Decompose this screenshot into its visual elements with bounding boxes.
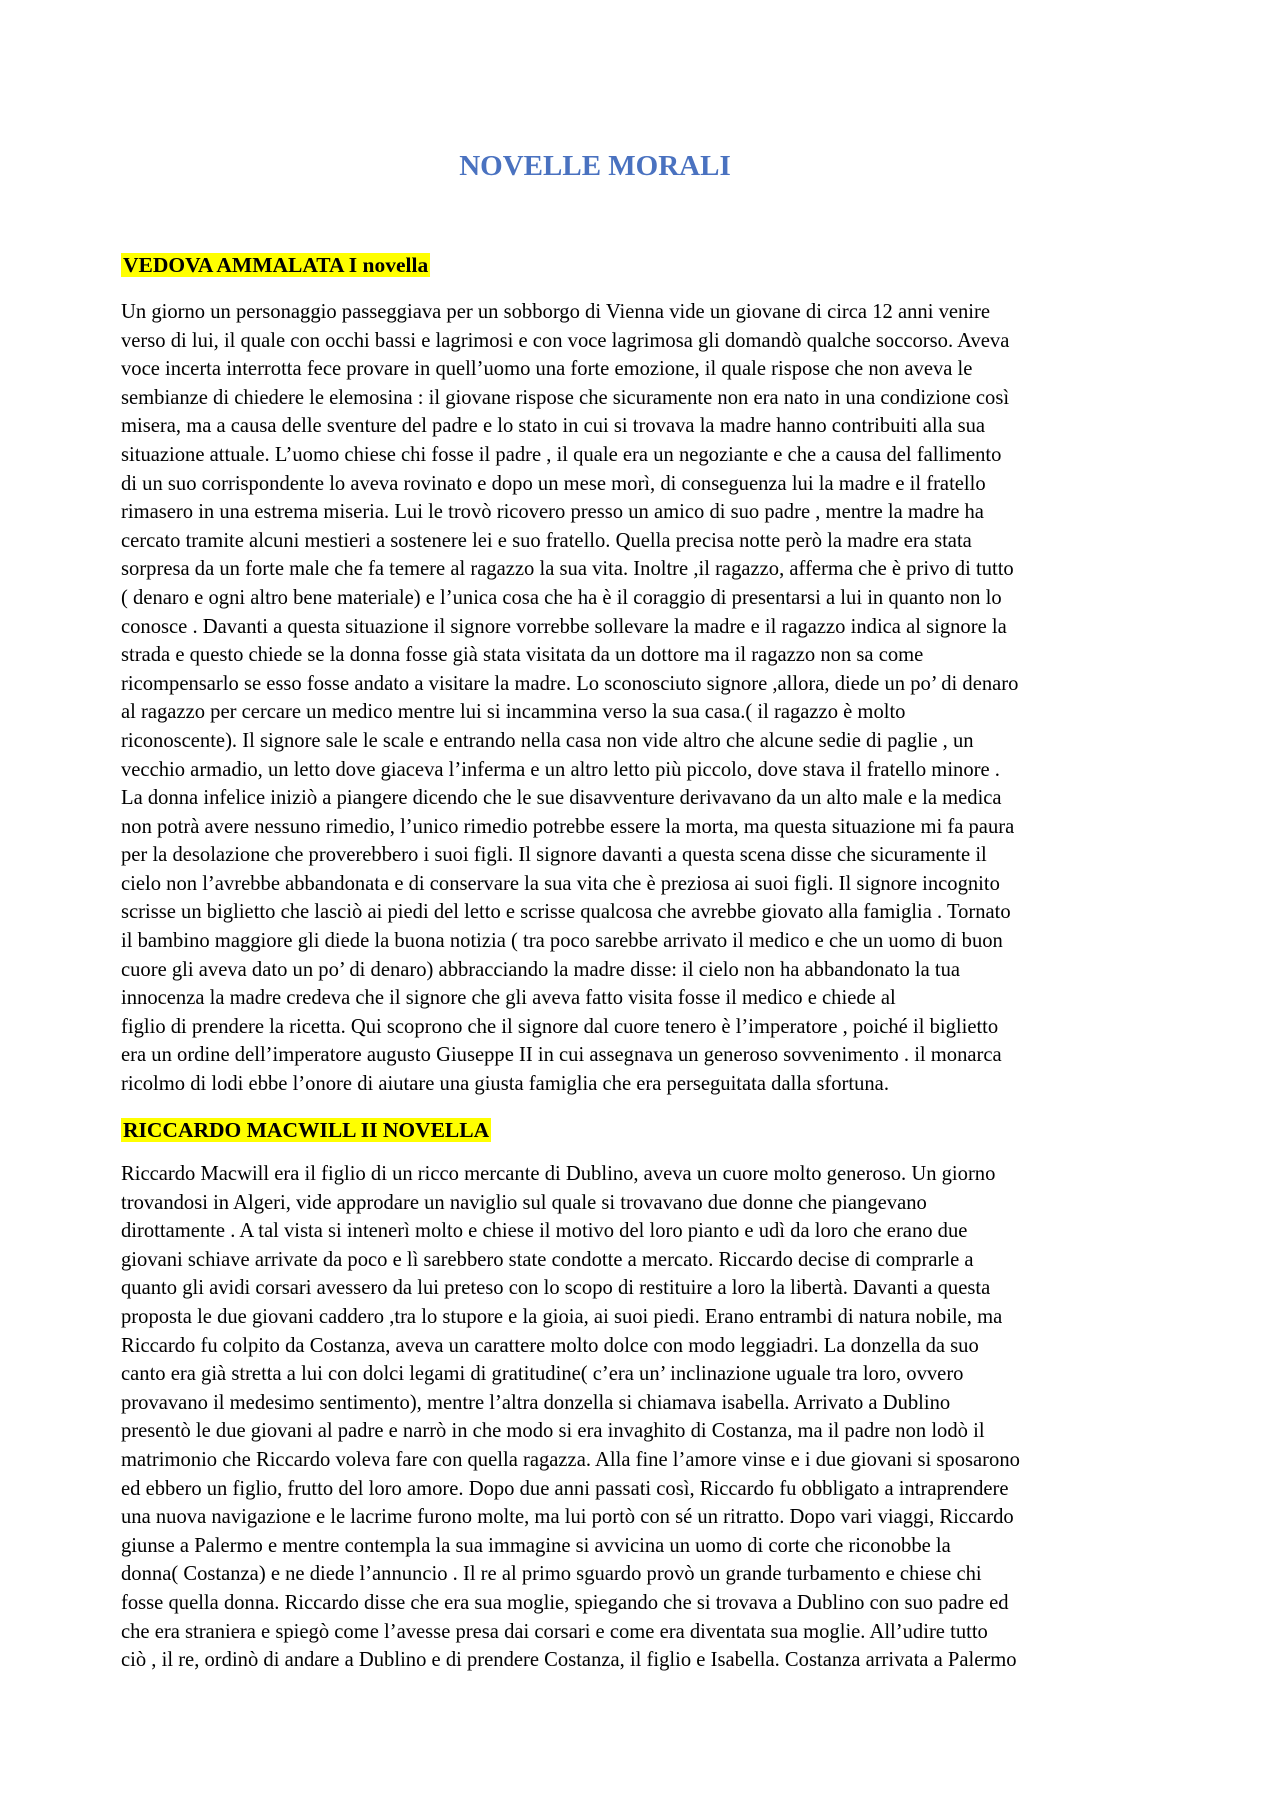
text-line: matrimonio che Riccardo voleva fare con quella ragazza. Alla fine l’amore vinse e i due giovani si sposarono xyxy=(121,1448,1020,1471)
section-heading-1 xyxy=(121,251,430,279)
text-line: giunse a Palermo e mentre contempla la sua immagine si avvicina un uomo di corte che riconobbe la xyxy=(121,1534,951,1557)
text-line: presentò le due giovani al padre e narrò in che modo si era invaghito di Costanza, ma il padre non lodò il xyxy=(121,1420,985,1443)
text-line: misera, ma a causa delle sventure del padre e lo stato in cui si trovava la madre hanno contribuiti alla sua xyxy=(121,415,986,438)
text-line: Riccardo Macwill era il figlio di un ricco mercante di Dublino, aveva un cuore molto generoso. Un giorno xyxy=(121,1163,996,1185)
text-line: il bambino maggiore gli diede la buona notizia ( tra poco sarebbe arrivato il medico e che un uomo di buon xyxy=(121,930,1003,953)
text-line: verso di lui, il quale con occhi bassi e lagrimosi e con voce lagrimosa gli domandò qualche soccorso. Aveva xyxy=(121,329,1010,352)
text-line: ( denaro e ogni altro bene materiale) e l’unica cosa che ha è il coraggio di presentarsi a lui in quanto non lo xyxy=(121,586,1002,609)
text-line: fosse quella donna. Riccardo disse che era sua moglie, spiegando che si trovava a Dublino con suo padre ed xyxy=(121,1591,1009,1614)
text-line: Riccardo fu colpito da Costanza, aveva un carattere molto dolce con modo leggiadri. La donzella da suo xyxy=(121,1334,979,1357)
text-line: una nuova navigazione e le lacrime furono molte, ma lui portò con sé un ritratto. Dopo vari viaggi, Riccardo xyxy=(121,1506,1014,1529)
document-title: NOVELLE MORALI xyxy=(459,150,731,182)
text-line: strada e questo chiede se la donna fosse già stata visitata da un dottore ma il ragazzo non sa come xyxy=(121,644,924,667)
text-line: provavano il medesimo sentimento), mentre l’altra donzella si chiamava isabella. Arrivato a Dublino xyxy=(121,1391,951,1414)
text-line: cuore gli aveva dato un po’ di denaro) abbracciando la madre disse: il cielo non ha abbandonato la tua xyxy=(121,958,961,981)
section-heading-2-highlight: RICCARDO MACWILL II NOVELLA xyxy=(123,1118,490,1142)
text-line: cercato tramite alcuni mestieri a sostenere lei e suo fratello. Quella precisa notte però la madre era stata xyxy=(121,529,972,552)
text-line: di un suo corrispondente lo aveva rovinato e dopo un mese morì, di conseguenza lui la madre e il fratello xyxy=(121,472,986,495)
text-line: ricompensarlo se esso fosse andato a visitare la madre. Lo sconosciuto signore ,allora, diede un po’ di denaro xyxy=(121,672,1019,695)
text-line: innocenza la madre credeva che il signore che gli aveva fatto visita fosse il medico e chiede al xyxy=(121,987,896,1010)
text-line: figlio di prendere la ricetta. Qui scoprono che il signore dal cuore tenero è l’imperatore , poiché il biglietto xyxy=(121,1015,999,1038)
text-line: non potrà avere nessuno rimedio, l’unico rimedio potrebbe essere la morta, ma questa situazione mi fa paura xyxy=(121,815,1015,838)
text-line: cielo non l’avrebbe abbandonata e di conservare la sua vita che è preziosa ai suoi figli. Il signore incognito xyxy=(121,872,1000,895)
text-line: sembianze di chiedere le elemosina : il giovane rispose che sicuramente non era nato in una condizione così xyxy=(121,386,1010,409)
text-line: riconoscente). Il signore sale le scale e entrando nella casa non vide altro che alcune sedie di paglie , un xyxy=(121,729,974,752)
text-line: per la desolazione che proverebbero i suoi figli. Il signore davanti a questa scena disse che sicuramente il xyxy=(121,844,987,867)
text-line: La donna infelice iniziò a piangere dicendo che le sue disavventure derivavano da un alto male e la medica xyxy=(121,787,1002,810)
text-line: quanto gli avidi corsari avessero da lui preteso con lo scopo di restituire a loro la libertà. Davanti a questa xyxy=(121,1277,991,1300)
text-line: che era straniera e spiegò come l’avesse presa dai corsari e come era diventata sua moglie. All’udire tutto xyxy=(121,1620,988,1643)
section-heading-2 xyxy=(121,1116,491,1144)
text-line: donna( Costanza) e ne diede l’annuncio . Il re al primo sguardo provò un grande turbamento e chiese chi xyxy=(121,1563,982,1586)
text-line: situazione attuale. L’uomo chiese chi fosse il padre , il quale era un negoziante e che a causa del fallimento xyxy=(121,443,1002,466)
text-line: giovani schiave arrivate da poco e lì sarebbero state condotte a mercato. Riccardo decise di comprarle a xyxy=(121,1248,974,1271)
text-line: scrisse un biglietto che lasciò ai piedi del letto e scrisse qualcosa che avrebbe giovato alla famiglia . Tornato xyxy=(121,901,1011,924)
text-line: ed ebbero un figlio, frutto del loro amore. Dopo due anni passati così, Riccardo fu obbligato a intraprendere xyxy=(121,1477,1009,1500)
text-line: rimasero in una estrema miseria. Lui le trovò ricovero presso un amico di suo padre , mentre la madre ha xyxy=(121,501,984,524)
text-line: voce incerta interrotta fece provare in quell’uomo una forte emozione, il quale rispose che non aveva le xyxy=(121,358,973,381)
novella-2-body xyxy=(121,1160,1161,1675)
text-line: Un giorno un personaggio passeggiava per un sobborgo di Vienna vide un giovane di circa 12 anni venire xyxy=(121,301,991,323)
novella-1-body xyxy=(121,298,1161,1099)
text-line: conosce . Davanti a questa situazione il signore vorrebbe sollevare la madre e il ragazzo indica al signore la xyxy=(121,615,1007,638)
text-line: era un ordine dell’imperatore augusto Giuseppe II in cui assegnava un generoso sovvenimento . il monarca xyxy=(121,1044,1002,1067)
text-line: trovandosi in Algeri, vide approdare un naviglio sul quale si trovavano due donne che piangevano xyxy=(121,1191,927,1214)
text-line: al ragazzo per cercare un medico mentre lui si incammina verso la sua casa.( il ragazzo è molto xyxy=(121,701,906,724)
text-line: dirottamente . A tal vista si intenerì molto e chiese il motivo del loro pianto e udì da loro che erano due xyxy=(121,1220,968,1243)
section-heading-1-highlight: VEDOVA AMMALATA I novella xyxy=(123,253,429,277)
text-line: canto era già stretta a lui con dolci legami di gratitudine( c’era un’ inclinazione uguale tra loro, ovvero xyxy=(121,1363,964,1386)
text-line: vecchio armadio, un letto dove giaceva l’inferma e un altro letto più piccolo, dove stava il fratello minore . xyxy=(121,758,1000,781)
text-line: proposta le due giovani caddero ,tra lo stupore e la gioia, ai suoi piedi. Erano entrambi di natura nobile, ma xyxy=(121,1305,1003,1328)
text-line: ricolmo di lodi ebbe l’onore di aiutare una giusta famiglia che era perseguitata dalla sfortuna. xyxy=(121,1073,889,1096)
text-line: sorpresa da un forte male che fa temere al ragazzo la sua vita. Inoltre ,il ragazzo, afferma che è privo di tutto xyxy=(121,558,1014,581)
text-line: ciò , il re, ordinò di andare a Dublino e di prendere Costanza, il figlio e Isabella. Costanza arrivata a Palermo xyxy=(121,1649,1017,1672)
